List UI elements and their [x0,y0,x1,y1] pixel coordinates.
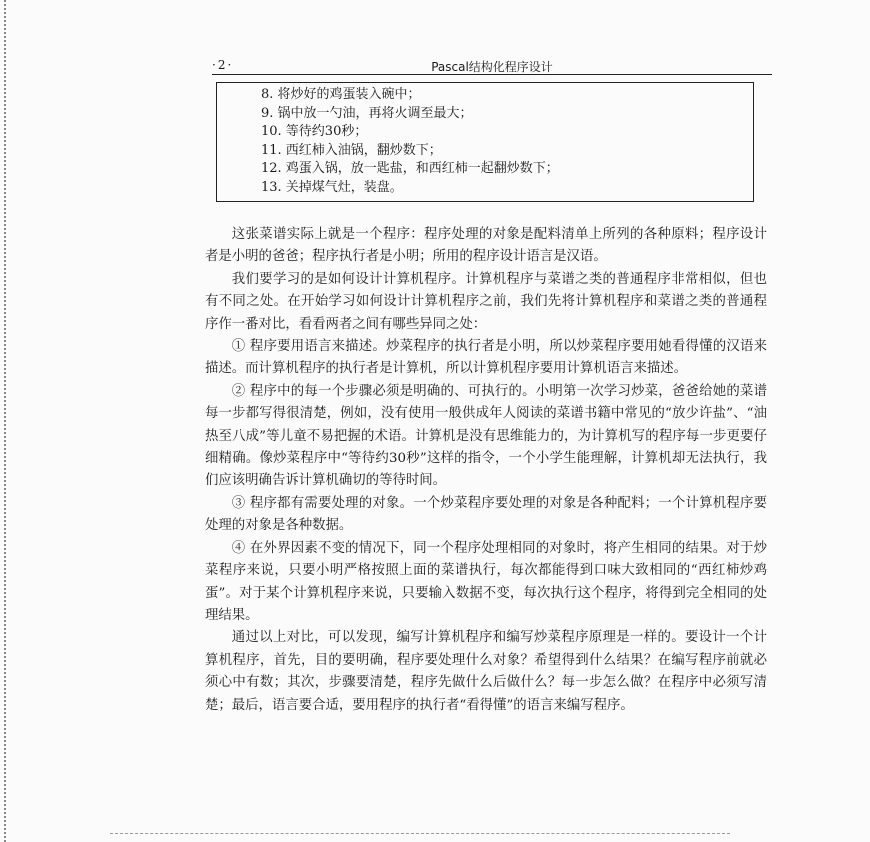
paragraph: ② 程序中的每一个步骤必须是明确的、可执行的。小明第一次学习炒菜，爸爸给她的菜谱每一步都写得很清楚，例如，没有使用一般供成年人阅读的菜谱书籍中常见的“放少许盐”、“油热至八成”等儿童不易把握的术语。计算机是没有思维能力的，为计算机写的程序每一步更要仔细精确。像炒菜程序中“等待约30秒”这样的指令，一个小学生能理解，计算机却无法执行，我们应该明确告诉计算机确切的等待时间。 [205,383,767,489]
recipe-step: 8. 将炒好的鸡蛋装入碗中； [261,87,421,102]
recipe-step: 12. 鸡蛋入锅，放一匙盐，和西红柿一起翻炒数下； [261,161,559,176]
page-number: ·2· [212,58,234,72]
running-title: Pascal结构化程序设计 [431,60,553,74]
recipe-step: 11. 西红柿入油锅，翻炒数下； [261,142,442,158]
recipe-steps-box [216,82,754,202]
running-header [212,58,772,75]
paragraph: 我们要学习的是如何设计计算机程序。计算机程序与菜谱之类的普通程序非常相似，但也有不同之处。在开始学习如何设计计算机程序之前，我们先将计算机程序和菜谱之类的普通程序作一番对比，看看两者之间有哪些异同之处： [205,271,767,332]
paragraph: ④ 在外界因素不变的情况下，同一个程序处理相同的对象时，将产生相同的结果。对于炒菜程序来说，只要小明严格按照上面的菜谱执行，每次都能得到口味大致相同的“西红柿炒鸡蛋”。对于某个计算机程序来说，只要输入数据不变，每次执行这个程序，将得到完全相同的处理结果。 [205,540,767,623]
paragraph: ③ 程序都有需要处理的对象。一个炒菜程序要处理的对象是各种配料；一个计算机程序要处理的对象是各种数据。 [205,495,767,534]
scan-bottom-marks [110,833,730,840]
recipe-step: 9. 锅中放一勺油，再将火调至最大； [261,105,473,121]
paragraph: ① 程序要用语言来描述。炒菜程序的执行者是小明，所以炒菜程序要用她看得懂的汉语来描述。而计算机程序的执行者是计算机，所以计算机程序要用计算机语言来描述。 [205,339,767,377]
paragraph: 这张菜谱实际上就是一个程序：程序处理的对象是配料清单上所列的各种原料；程序设计者是小明的爸爸；程序执行者是小明；所用的程序设计语言是汉语。 [205,227,767,265]
binding-edge [4,0,6,842]
recipe-step: 13. 关掉煤气灶，装盘。 [261,179,403,195]
recipe-step: 10. 等待约30秒； [261,124,368,139]
paragraph: 通过以上对比，可以发现，编写计算机程序和编写炒菜程序原理是一样的。要设计一个计算机程序，首先，目的要明确，程序要处理什么对象？希望得到什么结果？在编写程序前就必须心中有数；其次，步骤要清楚，程序先做什么后做什么？每一步怎么做？在程序中必须写清楚；最后，语言要合适，要用程序的执行者“看得懂”的语言来编写程序。 [205,630,767,713]
body-text [205,224,767,717]
